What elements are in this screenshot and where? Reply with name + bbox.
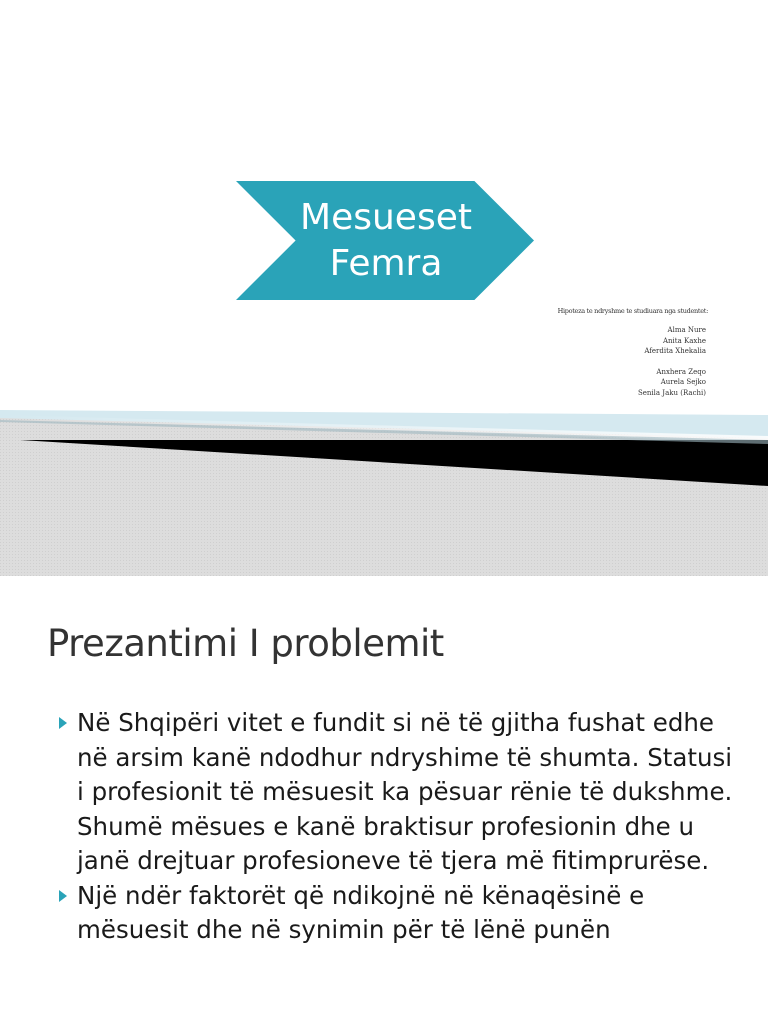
slide-subtitle: Hipoteza te ndryshme te studiuara nga studentet: <box>557 307 708 315</box>
authors-list <box>638 325 706 398</box>
bullet-text: Një ndër faktorët që ndikojnë në kënaqësinë e mësuesit dhe në synimin për të lënë punën <box>77 880 645 944</box>
authors-spacer <box>638 357 706 367</box>
slide-title-line-2: Femra <box>329 243 443 284</box>
bullet-list <box>46 706 736 948</box>
author-name: Aferdita Xhekalia <box>644 347 706 355</box>
triangle-bullet-icon <box>59 890 67 902</box>
content-heading: Prezantimi I problemit <box>47 622 444 665</box>
decorative-banner <box>0 410 768 576</box>
author-name: Alma Nure <box>667 326 706 334</box>
bullet-item <box>46 879 736 948</box>
author-name: Anxhera Zeqo <box>656 367 706 376</box>
slide-title-line-1: Mesueset <box>300 197 472 238</box>
triangle-bullet-icon <box>59 717 67 729</box>
author-name: Aurela Sejko <box>660 378 706 386</box>
bullet-item <box>46 706 736 879</box>
author-name: Senila Jaku (Rachi) <box>637 388 706 397</box>
author-name: Anita Kaxhe <box>662 336 706 345</box>
bullet-text: Në Shqipëri vitet e fundit si në të gjitha fushat edhe në arsim kanë ndodhur ndryshime të shumta. Statusi i profesionit të mësuesit ka pësuar rënie të dukshme. Shumë mësues e kanë braktisur profesionin dhe u janë drejtuar profesioneve të tjera më fitimprurëse. <box>77 708 733 875</box>
content-slide <box>0 576 768 1024</box>
slide-title <box>276 195 496 287</box>
